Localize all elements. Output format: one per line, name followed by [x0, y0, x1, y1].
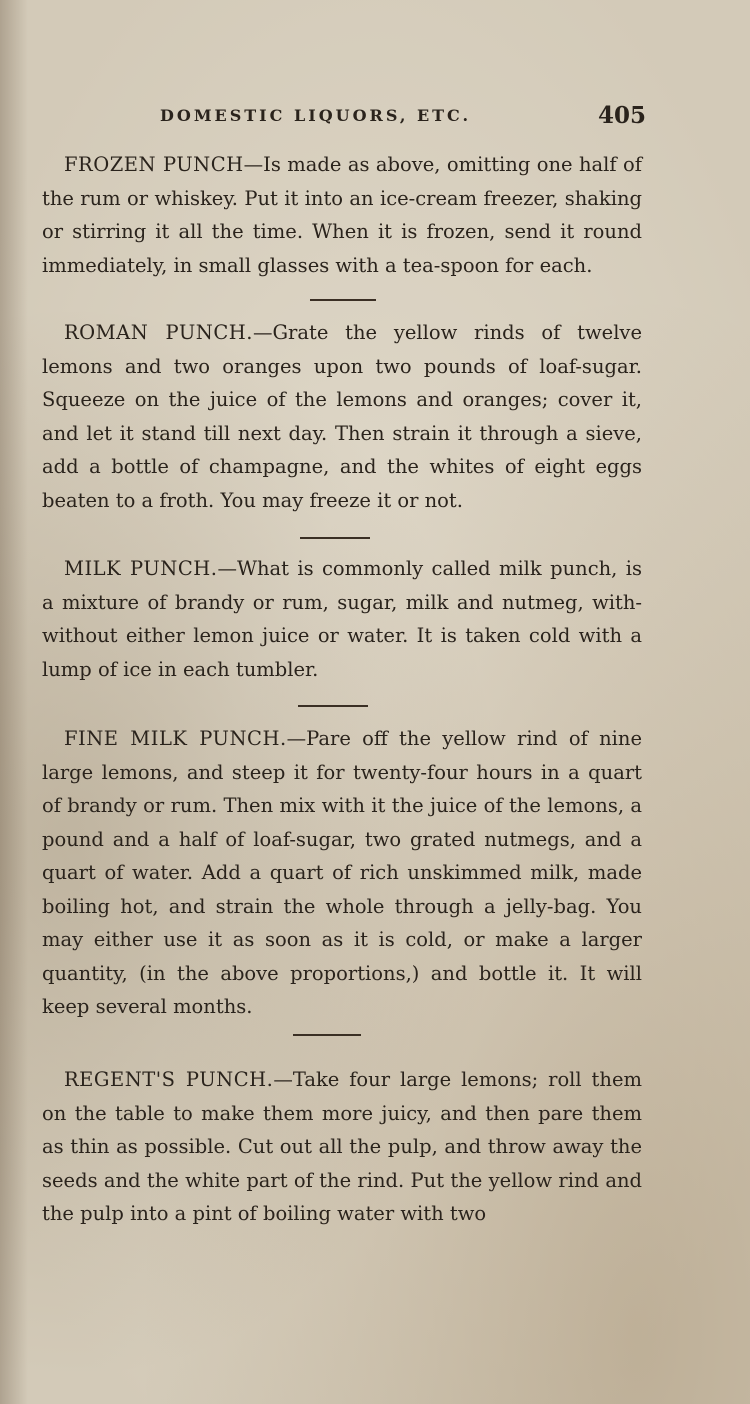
recipe-milk-punch: [42, 552, 642, 686]
recipe-body: —Take four large lemons; roll them on the table to make them more juicy, and then pare them as thin as possible. Cut out all the pulp, and throw away the seeds and the white part of the rind. Put the yellow rind and the pulp into a pint of boiling water with two: [42, 1068, 642, 1225]
section-divider: [293, 1034, 361, 1036]
recipe-body: —Is made as above, omitting one half of the rum or whiskey. Put it into an ice-cream freezer, shaking or stirring it all the time. When it is frozen, send it round immediately, in small glasses with a tea-spoon for each.: [42, 153, 643, 277]
recipe-body: —Pare off the yellow rind of nine large lemons, and steep it for twenty-four hours in a quart of brandy or rum. Then mix with it the juice of the lemons, a pound and a half of loaf-sugar, two grated nutmegs, and a quart of water. Add a quart of rich unskimmed milk, made boiling hot, and strain the whole through a jelly-bag. You may either use it as soon as it is cold, or make a larger quantity, (in the above proportions,) and bottle it. It will keep several months.: [42, 727, 642, 1018]
recipe-heading: ROMAN PUNCH.: [64, 321, 253, 344]
recipe-regents-punch: [42, 1063, 642, 1231]
page-header: [160, 102, 650, 132]
recipe-body: —Grate the yellow rinds of twelve lemons and two oranges upon two pounds of loaf-sugar. Squeeze on the juice of the lemons and oranges; cover it, and let it stand till next day. Then strain it through a sieve, add a bottle of champagne, and the whites of eight eggs beaten to a froth. You may freeze it or not.: [42, 321, 642, 512]
running-head: DOMESTIC LIQUORS, ETC.: [160, 106, 472, 125]
recipe-body: —What is commonly called milk punch, is a mixture of brandy or rum, sugar, milk and nutmeg, with-without either lemon juice or water. It is taken cold with a lump of ice in each tumbler.: [42, 557, 642, 681]
recipe-heading: FINE MILK PUNCH.: [64, 727, 287, 750]
page-number: 405: [597, 102, 646, 129]
recipe-fine-milk-punch: [42, 722, 642, 1024]
recipe-frozen-punch: [42, 148, 642, 282]
page-spine-shadow: [0, 0, 28, 1404]
section-divider: [298, 705, 368, 707]
recipe-heading: FROZEN PUNCH: [64, 153, 244, 176]
recipe-roman-punch: [42, 316, 642, 517]
section-divider: [300, 537, 370, 539]
recipe-heading: REGENT'S PUNCH.: [64, 1068, 274, 1091]
recipe-heading: MILK PUNCH.: [64, 557, 218, 580]
section-divider: [310, 299, 376, 301]
